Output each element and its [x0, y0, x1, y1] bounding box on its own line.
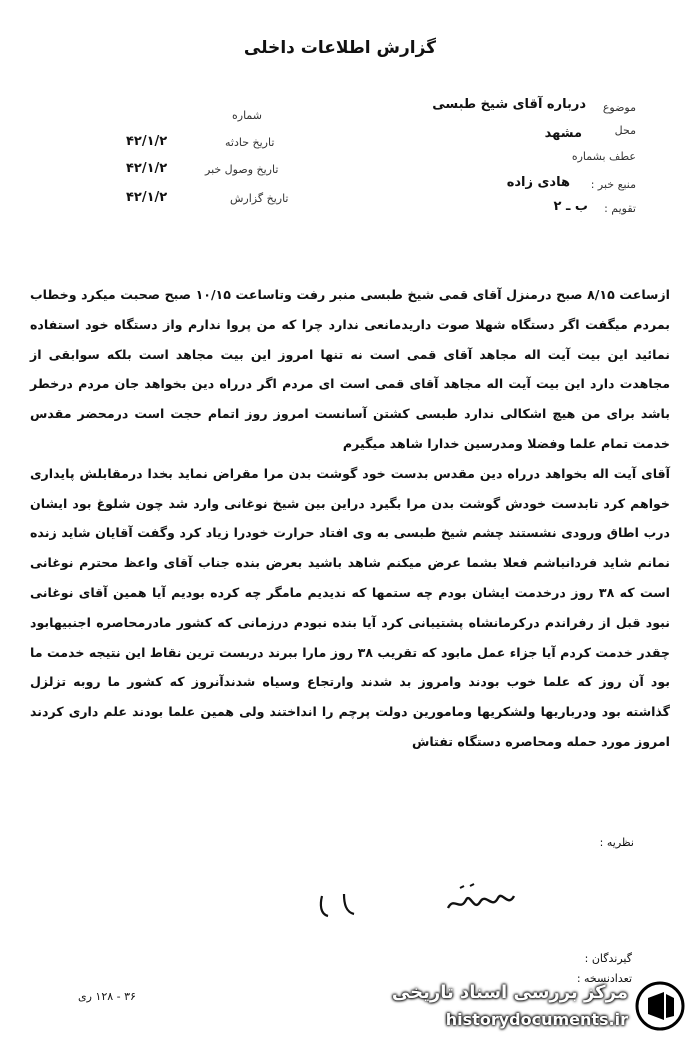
report-body [30, 280, 670, 757]
evaluation-value: ب ـ ۲ [553, 199, 588, 214]
signature-mark [310, 890, 370, 926]
watermark-url: historydocuments.ir [445, 1010, 628, 1029]
archive-logo-icon [634, 980, 686, 1032]
subject-value: درباره آقای شیخ طبسی [432, 97, 586, 112]
event-date-label: تاریخ حادثه [225, 136, 275, 149]
report-date-label: تاریخ گزارش [230, 192, 289, 205]
document-title: گزارش اطلاعات داخلی [243, 38, 437, 58]
received-date-value: ۴۲/۱/۲ [126, 161, 168, 176]
received-date-label: تاریخ وصول خبر [205, 163, 279, 176]
opinion-label: نظریه : [599, 836, 634, 849]
signature-tabasi [440, 878, 520, 926]
subject-label: موضوع [602, 101, 636, 114]
recipients-label: گیرندگان : [584, 952, 632, 965]
copies-label: تعدادنسخه : [576, 972, 632, 985]
place-value: مشهد [544, 126, 582, 141]
source-value: هادی زاده [506, 175, 570, 190]
reference-label: عطف بشماره [571, 150, 636, 163]
place-label: محل [614, 124, 636, 137]
evaluation-label: تقویم : [604, 202, 636, 215]
body-paragraph: ازساعت ۸/۱۵ صبح درمنزل آقای قمی شیخ طبسی منبر رفت وتاساعت ۱۰/۱۵ صبح صحبت میکرد وخطاب بمردم میگفت اگر دستگاه شهلا صوت داریدمانعی ندارد چرا که من پروا ندارم واز دستگاه خود استفاده نمائید این بیت آیت اله مجاهد آقای قمی است نه تنها امروز این بیت مجاهد است بلکه سوابقی از مجاهدت دارد این بیت آیت اله مجاهد آقای قمی است ای مردم اگر درراه دین بخواهد جان مردم درخطر باشد برای من هیچ اشکالی ندارد طبسی کشتن آسانست امروز روز اتمام حجت است درمحضر مقدس خدمت تمام علما وفضلا ومدرسین خدارا شاهد میگیرم [30, 287, 670, 451]
watermark-title: مرکز بررسی اسناد تاریخی [391, 982, 628, 1003]
watermark [392, 978, 692, 1036]
archive-reference: ۳۶ - ۱۲۸ ری [78, 990, 136, 1003]
report-date-value: ۴۲/۱/۲ [126, 190, 168, 205]
number-label: شماره [232, 109, 263, 122]
event-date-value: ۴۲/۱/۲ [126, 134, 168, 149]
body-paragraph: آقای آیت اله بخواهد درراه دین مقدس بدست خود گوشت بدن مرا مقراض نماید بخدا درمقابلش پایداری خواهم کرد تابدست خودش گوشت بدن مرا بگیرد دراین بین شیخ نوغانی وارد شد چون شلوغ بود ایشان درب اطاق ورودی نشستند چشم شیخ طبسی به وی افتاد حرارت خودرا زیاد کرد وگفت آقایان شاید زنده نمانم شاید فردانباشم فعلا بشما عرض میکنم شاهد باشید بعرض بنده جناب آقای واعظ محترم نوغانی است که ۳۸ روز درخدمت ایشان بودم چه ستمها که ندیدیم مامگر چه کرده بودیم آیا همین آقای نوغانی نبود قبل از رفراندم درکرمانشاه پشتیبانی کرد آیا بنده نبودم درزمانی که کشور مادرمحاصره اجنبیهابود چقدر خدمت کردم آیا جزاء عمل مابود که تقریب ۳۸ روز مارا ببرند دربست ترین نقاط این نتیجه خدمت ما بود آن روز که علما خوب بودند وامروز بد شدند وارتجاع وسیاه شدندآنروز که کشور ما روبه تزلزل گذاشته بود ودرباریها ولشکریها ومامورین دولت پرچم را انداختند ولی همین علما بودند علم داری کردند امروز مورد حمله ومحاصره دستگاه تفتاش [30, 465, 670, 749]
source-label: منبع خبر : [590, 178, 636, 191]
